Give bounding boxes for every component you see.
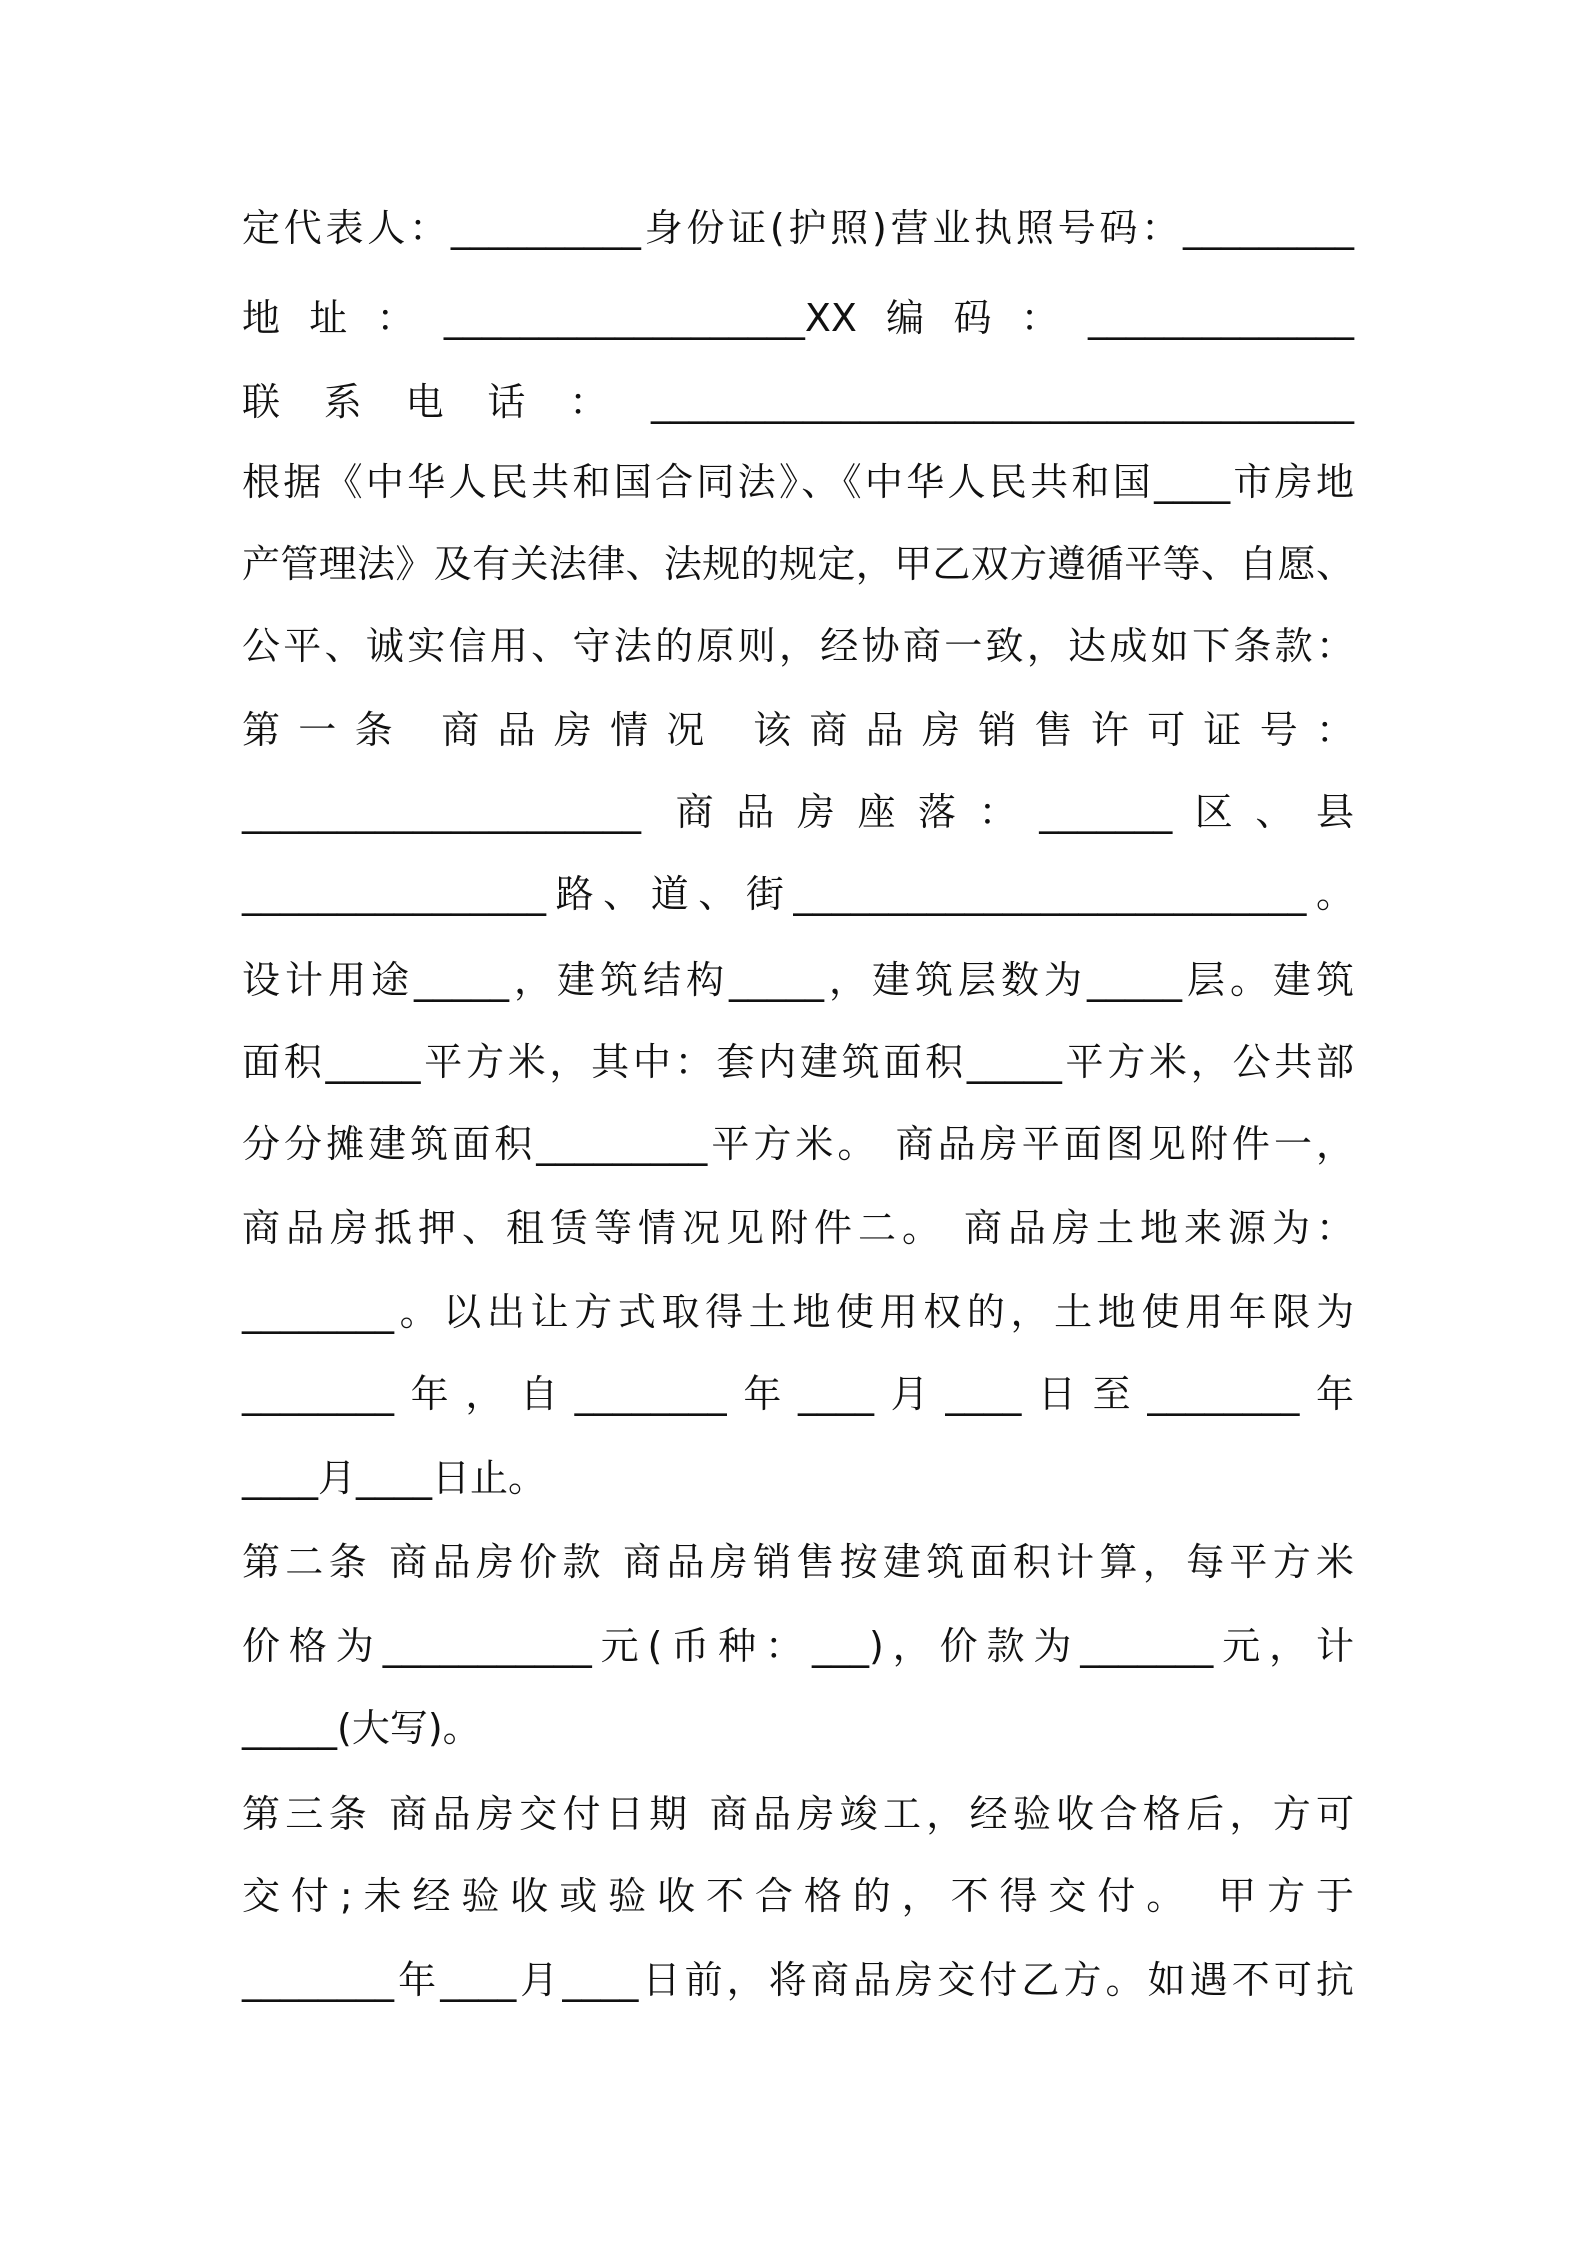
text-line: ________。以出让方式取得土地使用权的，土地使用年限为 (242, 1290, 1354, 1334)
text-line: _____________________ 商品房座落：_______区、县 (242, 790, 1354, 834)
text-line: ________年____月____日前，将商品房交付乙方。如遇不可抗 (242, 1958, 1354, 2002)
section-heading-line: 第三条 商品房交付日期 商品房竣工，经验收合格后，方可 (242, 1792, 1354, 1836)
text-line: 公平、诚实信用、守法的原则，经协商一致，达成如下条款： (242, 624, 1354, 668)
text-line: ____月____日止。 (242, 1456, 547, 1500)
text-line: 分分摊建筑面积_________平方米。 商品房平面图见附件一， (242, 1122, 1354, 1166)
text-line: 定代表人：__________身份证(护照)营业执照号码：_________ (242, 206, 1354, 250)
text-line: 商品房抵押、租赁等情况见附件二。 商品房土地来源为： (242, 1206, 1354, 1250)
text-line: 交付;未经验收或验收不合格的，不得交付。 甲方于 (242, 1874, 1354, 1918)
section-heading-line: 第一条 商品房情况 该商品房销售许可证号： (242, 708, 1354, 752)
text-line: ________年，自________年____月____日至________年 (242, 1372, 1354, 1416)
text-line: 设计用途_____，建筑结构_____，建筑层数为_____层。建筑 (242, 958, 1354, 1002)
text-line: 面积_____平方米，其中：套内建筑面积_____平方米，公共部 (242, 1040, 1354, 1084)
text-line: ________________路、道、街___________________________。 (242, 872, 1354, 916)
text-line: 产管理法》及有关法律、法规的规定，甲乙双方遵循平等、自愿、 (242, 542, 1354, 586)
section-heading-line: 第二条 商品房价款 商品房销售按建筑面积计算，每平方米 (242, 1540, 1354, 1584)
text-line: 地址：___________________XX编码：______________ (242, 296, 1354, 340)
text-line: 根据《中华人民共和国合同法》、《中华人民共和国____市房地 (242, 460, 1354, 504)
text-line: 联系电话：_____________________________________ (242, 380, 1354, 424)
text-line: 价格为___________元(币种：___)，价款为_______元，计 (242, 1624, 1354, 1668)
text-line: _____(大写)。 (242, 1706, 481, 1750)
